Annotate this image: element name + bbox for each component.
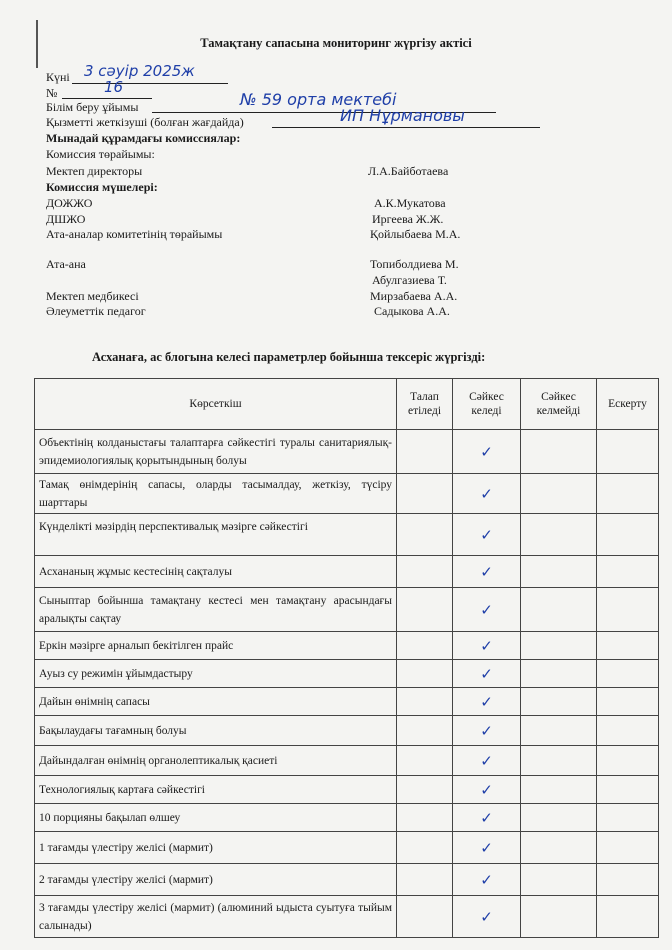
note-cell [597, 556, 659, 588]
noncompliant-cell [521, 896, 597, 938]
required-cell [397, 556, 453, 588]
indicator-cell: Еркін мәзірге арналып бекітілген прайс [35, 632, 397, 660]
commission-name: Иргеева Ж.Ж. [372, 212, 444, 226]
note-cell [597, 474, 659, 514]
checkmark-icon: ✓ [453, 688, 521, 716]
school-value: № 59 орта мектебі [240, 90, 397, 109]
number-underline [62, 98, 152, 99]
header-indicator: Көрсеткіш [35, 379, 397, 430]
indicator-cell: Бақылаудағы тағамның болуы [35, 716, 397, 746]
school-label: Білім беру ұйымы [46, 100, 139, 114]
table-row [35, 864, 659, 896]
noncompliant-cell [521, 832, 597, 864]
note-cell [597, 588, 659, 632]
table-row [35, 716, 659, 746]
checkmark-icon: ✓ [453, 660, 521, 688]
noncompliant-cell [521, 430, 597, 474]
noncompliant-cell [521, 632, 597, 660]
number-label: № [46, 86, 58, 100]
noncompliant-cell [521, 556, 597, 588]
number-value: 16 [104, 78, 124, 96]
note-cell [597, 430, 659, 474]
checkmark-icon: ✓ [453, 632, 521, 660]
commission-role: Мектеп медбикесі [46, 289, 139, 303]
commission-name: Қойлыбаева М.А. [370, 227, 461, 241]
note-cell [597, 514, 659, 556]
commission-heading: Мынадай құрамдағы комиссиялар: [46, 131, 241, 145]
noncompliant-cell [521, 588, 597, 632]
required-cell [397, 864, 453, 896]
indicator-cell: Дайын өнімнің сапасы [35, 688, 397, 716]
noncompliant-cell [521, 660, 597, 688]
required-cell [397, 896, 453, 938]
table-row [35, 474, 659, 514]
note-cell [597, 688, 659, 716]
table-row [35, 896, 659, 938]
note-cell [597, 716, 659, 746]
section-title: Асханаға, ас блогына келесі параметрлер бойынша тексеріс жүргізді: [92, 350, 486, 364]
header-required: Талап етіледі [397, 379, 453, 430]
required-cell [397, 588, 453, 632]
note-cell [597, 746, 659, 776]
table-row [35, 556, 659, 588]
checkmark-icon: ✓ [453, 864, 521, 896]
required-cell [397, 716, 453, 746]
table-row [35, 514, 659, 556]
noncompliant-cell [521, 514, 597, 556]
header-noncompliant: Сәйкес келмейді [521, 379, 597, 430]
checkmark-icon: ✓ [453, 430, 521, 474]
indicator-cell: Ауыз су режимін ұйымдастыру [35, 660, 397, 688]
required-cell [397, 776, 453, 804]
required-cell [397, 430, 453, 474]
header-compliant: Сәйкес келеді [453, 379, 521, 430]
required-cell [397, 660, 453, 688]
date-value: 3 сәуір 2025ж [84, 62, 195, 80]
indicator-cell: Күнделікті мәзірдің перспективалық мәзірге сәйкестігі [35, 514, 397, 556]
members-heading: Комиссия мүшелері: [46, 180, 158, 194]
noncompliant-cell [521, 864, 597, 896]
noncompliant-cell [521, 804, 597, 832]
checkmark-icon: ✓ [453, 556, 521, 588]
checkmark-icon: ✓ [453, 514, 521, 556]
table-row [35, 588, 659, 632]
provider-value: ИП Нұрмановы [340, 106, 465, 125]
table-row [35, 430, 659, 474]
note-cell [597, 804, 659, 832]
table-row [35, 832, 659, 864]
commission-role: ДШЖО [46, 212, 86, 226]
table-row [35, 688, 659, 716]
inspection-table [34, 378, 659, 938]
indicator-cell: 10 порцияны бақылап өлшеу [35, 804, 397, 832]
table-row [35, 776, 659, 804]
note-cell [597, 632, 659, 660]
indicator-cell: 1 тағамды үлестіру желісі (мармит) [35, 832, 397, 864]
checkmark-icon: ✓ [453, 896, 521, 938]
table-row [35, 632, 659, 660]
required-cell [397, 746, 453, 776]
noncompliant-cell [521, 688, 597, 716]
table-row [35, 660, 659, 688]
commission-role: Мектеп директоры [46, 164, 143, 178]
table-row [35, 804, 659, 832]
required-cell [397, 474, 453, 514]
required-cell [397, 632, 453, 660]
checkmark-icon: ✓ [453, 588, 521, 632]
checkmark-icon: ✓ [453, 746, 521, 776]
required-cell [397, 804, 453, 832]
chair-label: Комиссия төрайымы: [46, 147, 155, 161]
date-underline [72, 83, 228, 84]
indicator-cell: Асхананың жұмыс кестесінің сақталуы [35, 556, 397, 588]
commission-name: А.К.Мукатова [374, 196, 446, 210]
provider-underline [272, 127, 540, 128]
indicator-cell: Объектінің колданыстағы талаптарға сәйкестігі туралы санитариялық-эпидемиологиялық қорытындының болуы [35, 430, 397, 474]
note-cell [597, 832, 659, 864]
date-label: Күні [46, 70, 70, 84]
provider-label: Қызметті жеткізуші (болған жағдайда) [46, 115, 244, 129]
indicator-cell: Дайындалған өнімнің органолептикалық қасиеті [35, 746, 397, 776]
note-cell [597, 776, 659, 804]
note-cell [597, 864, 659, 896]
commission-name: Топиболдиева М. [370, 257, 459, 271]
indicator-cell: Технологиялық картаға сәйкестігі [35, 776, 397, 804]
indicator-cell: 3 тағамды үлестіру желісі (мармит) (алюминий ыдыста суытуға тыйым салынады) [35, 896, 397, 938]
checkmark-icon: ✓ [453, 804, 521, 832]
commission-name: Л.А.Байботаева [368, 164, 449, 178]
commission-name: Абулгазиева Т. [372, 273, 447, 287]
checkmark-icon: ✓ [453, 832, 521, 864]
required-cell [397, 832, 453, 864]
checkmark-icon: ✓ [453, 474, 521, 514]
commission-name: Садыкова А.А. [374, 304, 450, 318]
note-cell [597, 896, 659, 938]
indicator-cell: Сыныптар бойынша тамақтану кестесі мен тамақтану арасындағы аралықты сақтау [35, 588, 397, 632]
table-header-row [35, 379, 659, 430]
noncompliant-cell [521, 776, 597, 804]
indicator-cell: 2 тағамды үлестіру желісі (мармит) [35, 864, 397, 896]
indicator-cell: Тамақ өнімдерінің сапасы, оларды тасымалдау, жеткізу, түсіру шарттары [35, 474, 397, 514]
commission-role: ДОЖЖО [46, 196, 93, 210]
noncompliant-cell [521, 474, 597, 514]
header-note: Ескерту [597, 379, 659, 430]
required-cell [397, 688, 453, 716]
commission-role: Ата-ана [46, 257, 86, 271]
checkmark-icon: ✓ [453, 776, 521, 804]
document-title: Тамақтану сапасына мониторинг жүргізу актісі [200, 36, 472, 50]
commission-name: Мирзабаева А.А. [370, 289, 458, 303]
noncompliant-cell [521, 746, 597, 776]
note-cell [597, 660, 659, 688]
table-row [35, 746, 659, 776]
required-cell [397, 514, 453, 556]
commission-role: Әлеуметтік педагог [46, 304, 146, 318]
noncompliant-cell [521, 716, 597, 746]
commission-role: Ата-аналар комитетінің төрайымы [46, 227, 223, 241]
checkmark-icon: ✓ [453, 716, 521, 746]
